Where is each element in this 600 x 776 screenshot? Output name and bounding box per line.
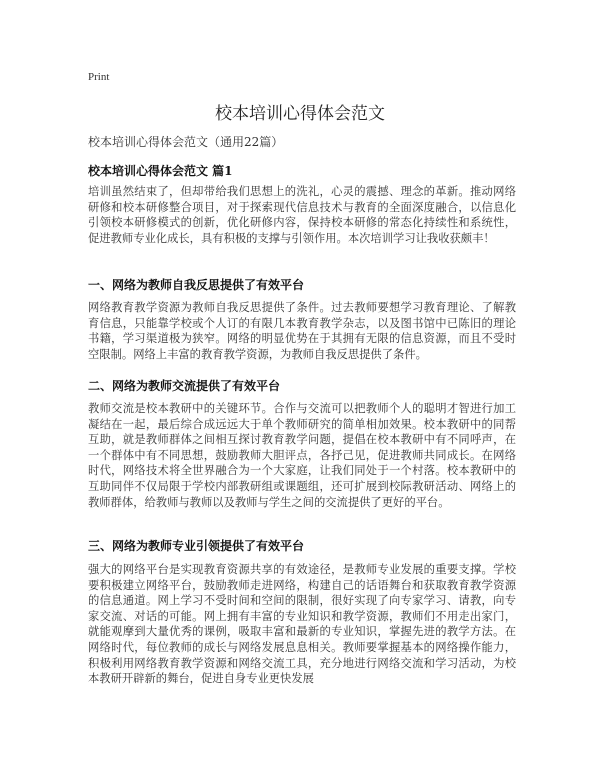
section-heading-1: 一、网络为教师自我反思提供了有效平台 [88,278,305,292]
print-label: Print [88,71,110,83]
chapter-heading: 校本培训心得体会范文 篇1 [88,164,233,178]
section-heading-3: 三、网络为教师专业引领提供了有效平台 [88,539,305,553]
section-body-3: 强大的网络平台是实现教育资源共享的有效途径，是教师专业发展的重要支撑。学校要积极建立网络平台，鼓励教师走进网络，构建自己的话语舞台和获取教育教学资源的信息通道。网上学习不受时间和空间的限制，很好实现了向专家学习、请教，向专家交流、对话的可能。网上拥有丰富的专业知识和教学资源，教师们不用走出家门，就能观摩到大量优秀的课例，吸取丰富和最新的专业知识，掌握先进的教学方法。在网络时代，每位教师的成长与网络发展息息相关。教师要掌握基本的网络操作能力，积极利用网络教育教学资源和网络交流工具，充分地进行网络交流和学习活动，为校本教研开辟新的舞台，促进自身专业更快发展 [88,563,516,686]
section-body-1: 网络教育教学资源为教师自我反思提供了条件。过去教师要想学习教育理论、了解教育信息，只能靠学校或个人订的有限几本教育教学杂志，以及图书馆中已陈旧的理论书籍，学习渠道极为狭窄。网络的明显优势在于其拥有无限的信息资源，而且不受时空限制。网络上丰富的教育教学资源，为教师自我反思提供了条件。 [88,301,516,361]
intro-paragraph: 培训虽然结束了，但却带给我们思想上的洗礼，心灵的震撼、理念的革新。推动网络研修和校本研修整合项目，对于探索现代信息技术与教育的全面深度融合，以信息化引领校本研修模式的创新，优化研修内容，保持校本研修的常态化持续性和系统性，促进教师专业化成长，具有积极的支撑与引领作用。本次培训学习让我收获颇丰！ [88,185,516,245]
section-body-2: 教师交流是校本教研中的关键环节。合作与交流可以把教师个人的聪明才智进行加工凝结在一起，最后综合成远远大于单个教师研究的简单相加效果。校本教研中的同帮互助，就是教师群体之间相互探讨教育教学问题，提倡在校本教研中有不同呼声，在一个群体中有不同思想，鼓励教师大胆评点，各抒己见，促进教师共同成长。在网络时代，网络技术将全世界融合为一个大家庭，让我们同处于一个村落。校本教研中的互助同伴不仅局限于学校内部教研组或课题组，还可扩展到校际教研活动、网络上的教师群体，给教师与教师以及教师与学生之间的交流提供了更好的平台。 [88,402,516,509]
document-subtitle: 校本培训心得体会范文（通用22篇） [88,135,284,149]
page-title: 校本培训心得体会范文 [215,104,385,124]
section-heading-2: 二、网络为教师交流提供了有效平台 [88,379,281,393]
